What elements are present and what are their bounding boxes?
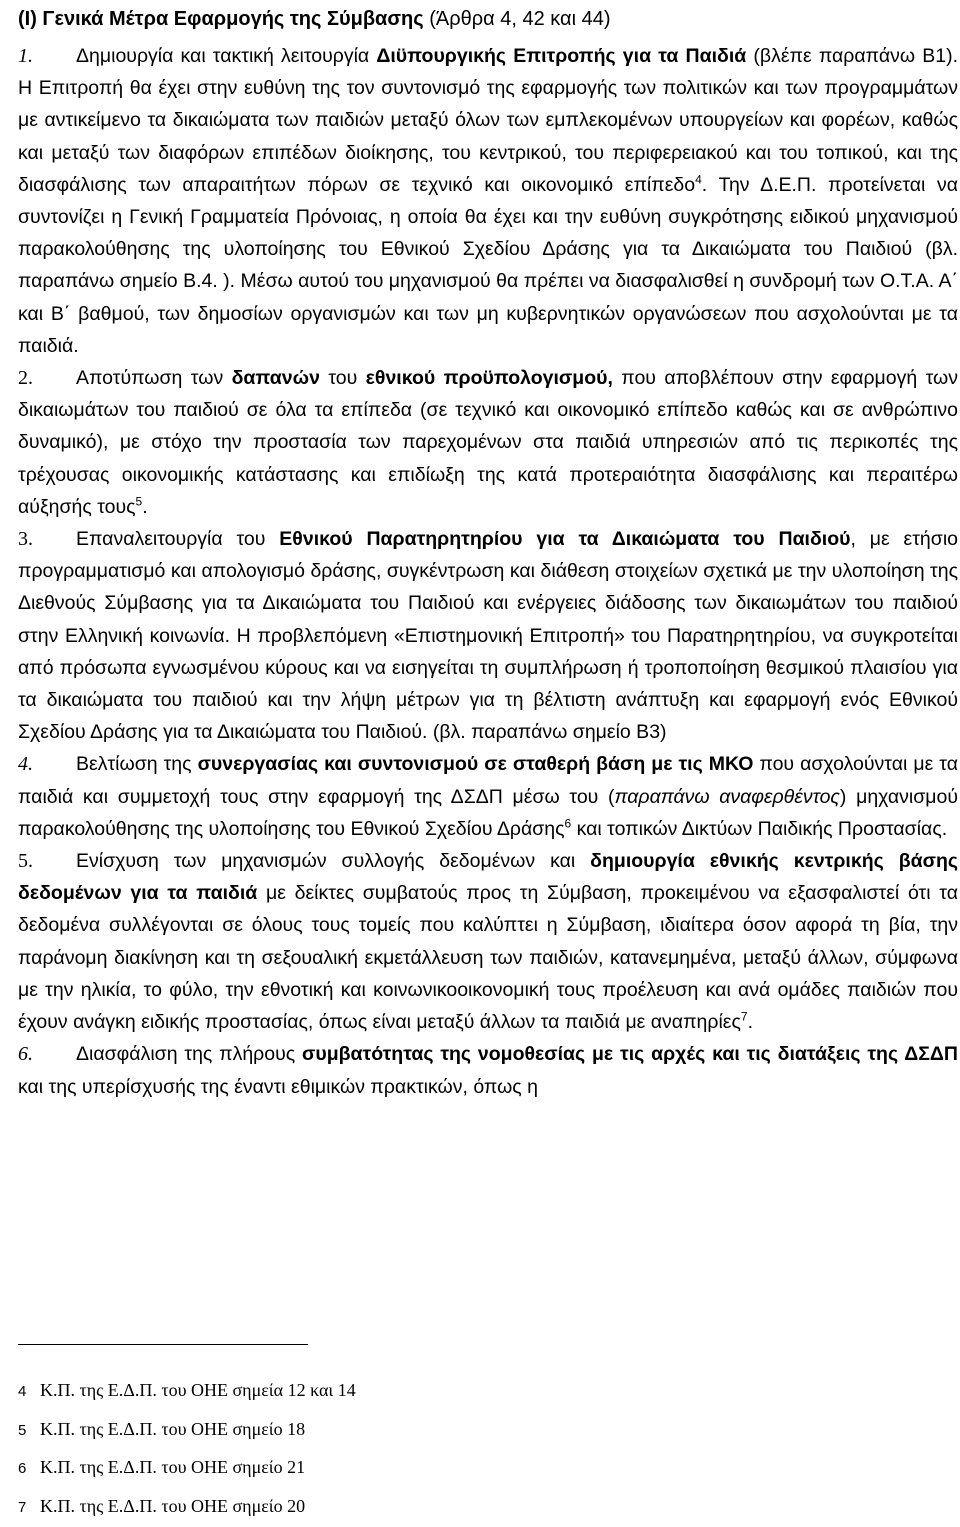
item-text: Αποτύπωση των [76, 367, 232, 390]
footnote-number: 4 [18, 1383, 27, 1400]
item-1 [18, 40, 958, 362]
item-number: 1. [18, 45, 33, 67]
item-bold-text: Εθνικού Παρατηρητηρίου για τα Δικαιώματα του Παιδιού [279, 528, 851, 551]
item-text: . [747, 1011, 754, 1034]
item-2 [18, 362, 958, 523]
item-text: Επαναλειτουργία του [76, 528, 280, 551]
item-number: 4. [18, 753, 33, 776]
item-text: . [142, 495, 148, 518]
item-bold-text: συνεργασίας και συντονισμού σε σταθερή βάση με τις ΜΚΟ [197, 753, 754, 776]
section-heading-articles: (Άρθρα 4, 42 και 44) [423, 8, 611, 30]
item-text: και της υπερίσχυσής της έναντι εθιμικών πρακτικών, όπως η [18, 1075, 538, 1098]
footnote-text: Κ.Π. της Ε.Δ.Π. του ΟΗΕ σημείο 21 [40, 1457, 306, 1478]
item-text: . Την Δ.Ε.Π. προτείνεται να συντονίζει η Γενική Γραμματεία Πρόνοιας, η οποία θα έχει και την ευθύνη συγκρότησης ειδικού μηχανισμού παρακολούθησης της υλοποίησης του Εθνικού Σχεδίου Δράσης για τα Δικαιώματα του Παιδιού (βλ. παραπάνω σημείο Β.4. ). Μέσω αυτού του μηχανισμού θα πρέπει να διασφαλισθεί η συνδρομή των Ο.Τ.Α. Α΄ και Β΄ βαθμού, των δημοσίων οργανισμών και των μη κυβερνητικών οργανώσεων που ασχολούνται με τα παιδιά. [18, 173, 958, 357]
item-text: που αποβλέπουν στην εφαρμογή των δικαιωμάτων του παιδιού σε όλα τα επίπεδα (σε τεχνικό και οικονομικό επίπεδο καθώς και σε ανθρώπινο δυναμικό), με στόχο την προστασία των παρεχομένων στα παιδιά υπηρεσιών από τις περικοπές της τρέχουσας οικονομικής κατάστασης και επιδίωξη της κατά προτεραιότητα διασφάλισης και περαιτέρω αύξησής τους [18, 367, 958, 518]
footnote-text: Κ.Π. της Ε.Δ.Π. του ΟΗΕ σημείο 18 [40, 1418, 306, 1439]
footnote-ref: 6 [564, 816, 572, 831]
item-number: 5. [18, 850, 33, 873]
footnote-4 [18, 1372, 718, 1411]
item-bold-text: δαπανών [231, 367, 320, 390]
item-text: που ασχολούνται με τα παιδιά και συμμετοχή τους στην εφαρμογή της ΔΣΔΠ μέσω του ( [18, 753, 959, 808]
document-page [18, 0, 958, 1103]
item-text: Ενίσχυση των μηχανισμών συλλογής δεδομένων και [76, 850, 591, 873]
item-bold-text: συμβατότητας της νομοθεσίας με τις αρχές και τις διατάξεις της ΔΣΔΠ [302, 1043, 959, 1066]
item-4 [18, 748, 958, 845]
item-text: ) μηχανισμού παρακολούθησης της υλοποίησης του Εθνικού Σχεδίου Δράσης [18, 785, 959, 840]
item-bold-text: Διϋπουργικής Επιτροπής για τα Παιδιά [376, 45, 747, 67]
item-number: 6. [18, 1043, 33, 1066]
footnote-5 [18, 1411, 718, 1450]
item-text: , με ετήσιο προγραμματισμό και απολογισμό δράσης, συγκέντρωση και διάθεση στοιχείων σχετικά με την υλοποίηση της Διεθνούς Σύμβασης για τα Δικαιώματα του Παιδιού και ενέργειες διάδοσης των δικαιωμάτων του παιδιού στην Ελληνική κοινωνία. Η προβλεπόμενη «Επιστημονική Επιτροπή» του Παρατηρητηρίου, να συγκροτείται από πρόσωπα εγνωσμένου κύρους και να εισηγείται τη συμπλήρωση ή τροποποίηση θεσμικού πλαισίου για τα δικαιώματα του παιδιού και την λήψη μέτρων για τη βέλτιστη ανάπτυξη και εφαρμογή ενός Εθνικού Σχεδίου Δράσης για τα Δικαιώματα του Παιδιού. (βλ. παραπάνω σημείο Β3) [18, 528, 958, 744]
item-text: του [319, 367, 366, 390]
item-text: με δείκτες συμβατούς προς τη Σύμβαση, προκειμένου να εξασφαλιστεί ότι τα δεδομένα συλλέγονται σε όλους τους τομείς που καλύπτει η Σύμβαση, ιδιαίτερα όσον αφορά τη βία, την παράνομη διακίνηση και τη σεξουαλική εκμετάλλευση των παιδιών, κατανεμημένα, μεταξύ άλλων, σύμφωνα με την ηλικία, το φύλο, την εθνοτική και κοινωνικοοικονομική τους προέλευση και ανά ομάδες παιδιών που έχουν ανάγκη ειδικής προστασίας, όπως είναι μεταξύ άλλων τα παιδιά με αναπηρίες [18, 882, 958, 1034]
item-6 [18, 1038, 958, 1102]
footnote-ref: 5 [135, 494, 143, 509]
item-text: Δημιουργία και τακτική λειτουργία [76, 45, 377, 67]
item-bold-text: εθνικού προϋπολογισμού, [365, 367, 613, 390]
item-3 [18, 523, 958, 748]
footnote-number: 6 [18, 1460, 27, 1478]
footnotes [18, 1372, 718, 1527]
item-text: και τοπικών Δικτύων Παιδικής Προστασίας. [571, 817, 948, 840]
footnote-number: 5 [18, 1421, 27, 1439]
footnote-number: 7 [18, 1499, 27, 1517]
item-text: (βλέπε παραπάνω Β1). Η Επιτροπή θα έχει στην ευθύνη της τον συντονισμό της εφαρμογής των πολιτικών και των προγραμμάτων με αντικείμενο τα δικαιώματα των παιδιών μεταξύ όλων των εμπλεκομένων υπουργείων και φορέων, καθώς και μεταξύ των διαφόρων επιπέδων διοίκησης, του κεντρικού, του περιφερειακού και του τοπικού, και της διασφάλισης των απαραιτήτων πόρων σε τεχνικό και οικονομικό επίπεδο [18, 45, 958, 196]
section-heading-bold: (I) Γενικά Μέτρα Εφαρμογής της Σύμβασης [18, 8, 424, 30]
item-text: Διασφάλιση της πλήρους [76, 1043, 303, 1066]
footnote-ref: 4 [695, 172, 702, 187]
item-5 [18, 845, 958, 1038]
footnote-7 [18, 1488, 718, 1527]
footnote-6 [18, 1449, 718, 1488]
item-text: Βελτίωση της [76, 753, 198, 776]
item-number: 3. [18, 528, 33, 551]
footnote-ref: 7 [740, 1009, 748, 1024]
item-number: 2. [18, 367, 33, 390]
section-heading [18, 0, 958, 40]
footnote-separator [18, 1344, 308, 1345]
item-bold-text: δημιουργία εθνικής κεντρικής βάσης δεδομένων για τα παιδιά [18, 850, 959, 905]
item-italic-text: παραπάνω αναφερθέντος [614, 785, 840, 808]
footnote-text: Κ.Π. της Ε.Δ.Π. του ΟΗΕ σημείο 20 [40, 1496, 306, 1517]
footnote-text: Κ.Π. της Ε.Δ.Π. του ΟΗΕ σημεία 12 και 14 [40, 1380, 356, 1400]
